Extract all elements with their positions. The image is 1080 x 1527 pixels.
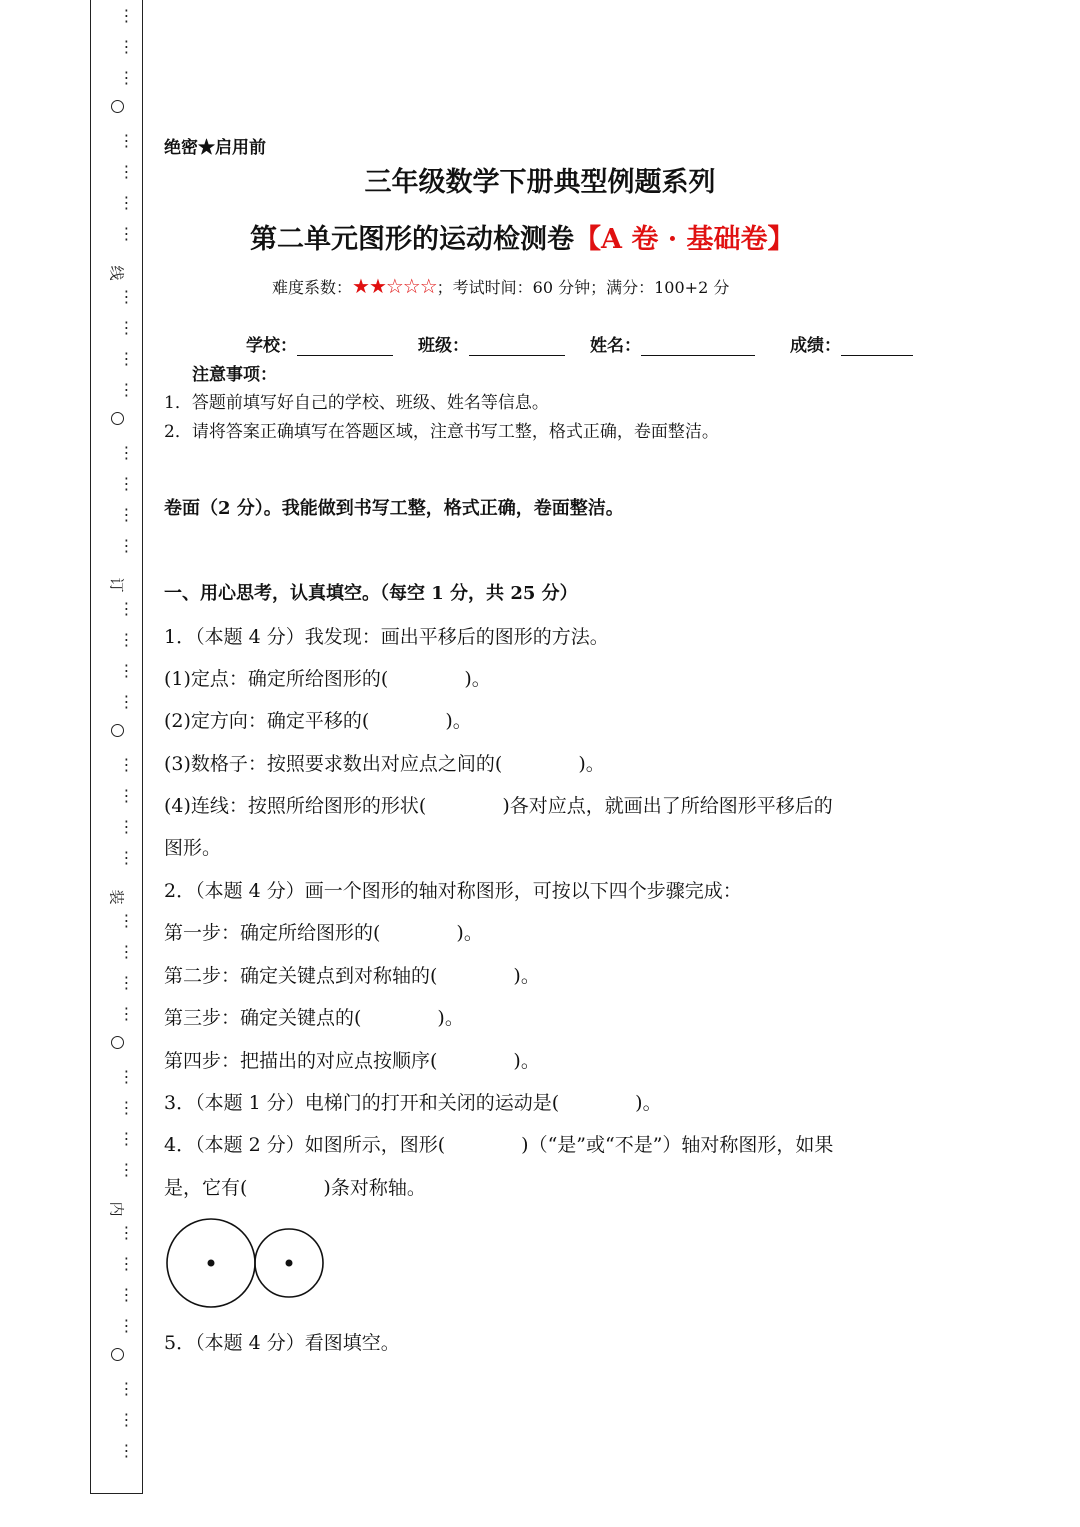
binding-line-strip: [100, 0, 134, 1490]
binding-dots: ⋮: [117, 1129, 136, 1149]
binding-dots: ⋮: [117, 848, 136, 868]
binding-dots: ⋮: [117, 536, 136, 556]
binding-dots: ⋮: [117, 1004, 136, 1024]
binding-label: 内: [109, 1199, 125, 1218]
name-label: 姓名：: [590, 336, 641, 356]
class-input-line[interactable]: [469, 337, 565, 356]
question-1-step-4: (4)连线：按照所给图形的形状( )各对应点，就画出了所给图形平移后的: [164, 795, 833, 817]
exam-title: [250, 217, 795, 256]
class-field: [418, 331, 565, 356]
binding-dots: ⋮: [117, 68, 136, 88]
binding-dots: ⋮: [117, 598, 136, 618]
question-4: 4．（本题 2 分）如图所示，图形( )（“是”或“不是”）轴对称图形，如果: [164, 1134, 834, 1156]
binding-dots: ⋮: [117, 817, 136, 837]
question-2-step-2: 第二步：确定关键点到对称轴的( )。: [164, 965, 540, 987]
binding-dots: ⋮: [117, 318, 136, 337]
binding-dots: ⋮: [117, 380, 136, 400]
question-2-step-1: 第一步：确定所给图形的( )。: [164, 922, 483, 944]
score-field: [790, 331, 913, 356]
question-3: 3．（本题 1 分）电梯门的打开和关闭的运动是( )。: [164, 1092, 662, 1114]
exam-title-main: 第二单元图形的运动检测卷: [250, 224, 574, 255]
binding-dots: ⋮: [117, 1285, 136, 1305]
question-5: 5．（本题 4 分）看图填空。: [164, 1332, 400, 1354]
circle-icon: [111, 100, 124, 113]
section-1-title: 一、用心思考，认真填空。（每空 1 分，共 25 分）: [164, 583, 578, 604]
binding-circle-icon: [100, 100, 134, 113]
binding-dots: ⋮: [117, 1410, 136, 1429]
binding-dots: ⋮: [117, 1441, 136, 1461]
notes-title: 注意事项：: [192, 365, 277, 385]
name-field: [590, 331, 755, 356]
exam-series-title: 三年级数学下册典型例题系列: [364, 167, 716, 198]
school-field: [246, 331, 393, 356]
binding-label: 线: [109, 263, 125, 282]
binding-circle-icon: [100, 1036, 134, 1049]
circle-icon: [111, 1348, 124, 1361]
exam-title-volume: 【A 卷 · 基础卷】: [574, 224, 795, 255]
binding-circle-icon: [100, 412, 134, 425]
question-1-step-4-cont: 图形。: [164, 837, 222, 859]
circle-icon: [111, 724, 124, 737]
difficulty-stars: [352, 274, 437, 298]
question-4-cont: 是，它有( )条对称轴。: [164, 1177, 426, 1199]
question-1: 1．（本题 4 分）我发现：画出平移后的图形的方法。: [164, 626, 609, 648]
name-input-line[interactable]: [641, 337, 755, 356]
binding-label: 订: [109, 575, 125, 594]
binding-dots: ⋮: [117, 754, 136, 774]
binding-dots: ⋮: [117, 505, 136, 525]
circle-icon: [111, 412, 124, 425]
binding-dots: ⋮: [117, 286, 136, 306]
binding-dots: ⋮: [117, 692, 136, 712]
binding-circle-icon: [100, 724, 134, 737]
note-item: 1．答题前填写好自己的学校、班级、姓名等信息。: [164, 393, 549, 413]
question-1-step-2: (2)定方向：确定平移的( )。: [164, 710, 472, 732]
star-empty-icon: ☆☆☆: [385, 274, 437, 298]
score-input-line[interactable]: [841, 337, 913, 356]
exam-meta: [272, 274, 729, 298]
binding-dots: ⋮: [117, 1378, 136, 1398]
binding-dots: ⋮: [117, 1254, 136, 1273]
binding-dots: ⋮: [117, 661, 136, 681]
question-2: 2．（本题 4 分）画一个图形的轴对称图形，可按以下四个步骤完成：: [164, 880, 742, 902]
binding-dots: ⋮: [117, 442, 136, 462]
binding-dots: ⋮: [117, 1160, 136, 1180]
small-circle-center: [286, 1260, 293, 1267]
binding-dots: ⋮: [117, 630, 136, 649]
binding-dots: ⋮: [117, 6, 136, 25]
note-item: 2．请将答案正确填写在答题区域，注意书写工整，格式正确，卷面整洁。: [164, 422, 719, 442]
binding-dots: ⋮: [117, 474, 136, 493]
neatness-statement: 卷面（2 分）。我能做到书写工整，格式正确，卷面整洁。: [164, 498, 624, 519]
binding-dots: ⋮: [117, 942, 136, 961]
question-2-step-3: 第三步：确定关键点的( )。: [164, 1007, 464, 1029]
question-1-step-3: (3)数格子：按照要求数出对应点之间的( )。: [164, 753, 605, 775]
difficulty-label: 难度系数：: [272, 278, 353, 297]
class-label: 班级：: [418, 336, 469, 356]
two-circles-figure: [166, 1218, 328, 1310]
school-label: 学校：: [246, 336, 297, 356]
binding-dots: ⋮: [117, 162, 136, 181]
confidential-label: 绝密★启用前: [164, 138, 266, 158]
binding-dots: ⋮: [117, 193, 136, 213]
binding-dots: ⋮: [117, 910, 136, 930]
binding-circle-icon: [100, 1348, 134, 1361]
circle-icon: [111, 1036, 124, 1049]
binding-dots: ⋮: [117, 973, 136, 993]
binding-dots: ⋮: [117, 1098, 136, 1117]
binding-dots: ⋮: [117, 786, 136, 805]
question-1-step-1: (1)定点：确定所给图形的( )。: [164, 668, 491, 690]
score-label: 成绩：: [790, 336, 841, 356]
binding-dots: ⋮: [117, 130, 136, 150]
binding-dots: ⋮: [117, 224, 136, 244]
binding-dots: ⋮: [117, 1066, 136, 1086]
binding-dots: ⋮: [117, 37, 136, 57]
question-2-step-4: 第四步：把描出的对应点按顺序( )。: [164, 1050, 540, 1072]
binding-dots: ⋮: [117, 1316, 136, 1336]
binding-dots: ⋮: [117, 349, 136, 369]
star-filled-icon: ★★: [352, 274, 386, 298]
large-circle-center: [208, 1260, 215, 1267]
exam-time-score: ；考试时间：60 分钟；满分：100+2 分: [436, 278, 730, 297]
binding-label: 装: [109, 887, 125, 906]
binding-dots: ⋮: [117, 1222, 136, 1242]
school-input-line[interactable]: [297, 337, 393, 356]
